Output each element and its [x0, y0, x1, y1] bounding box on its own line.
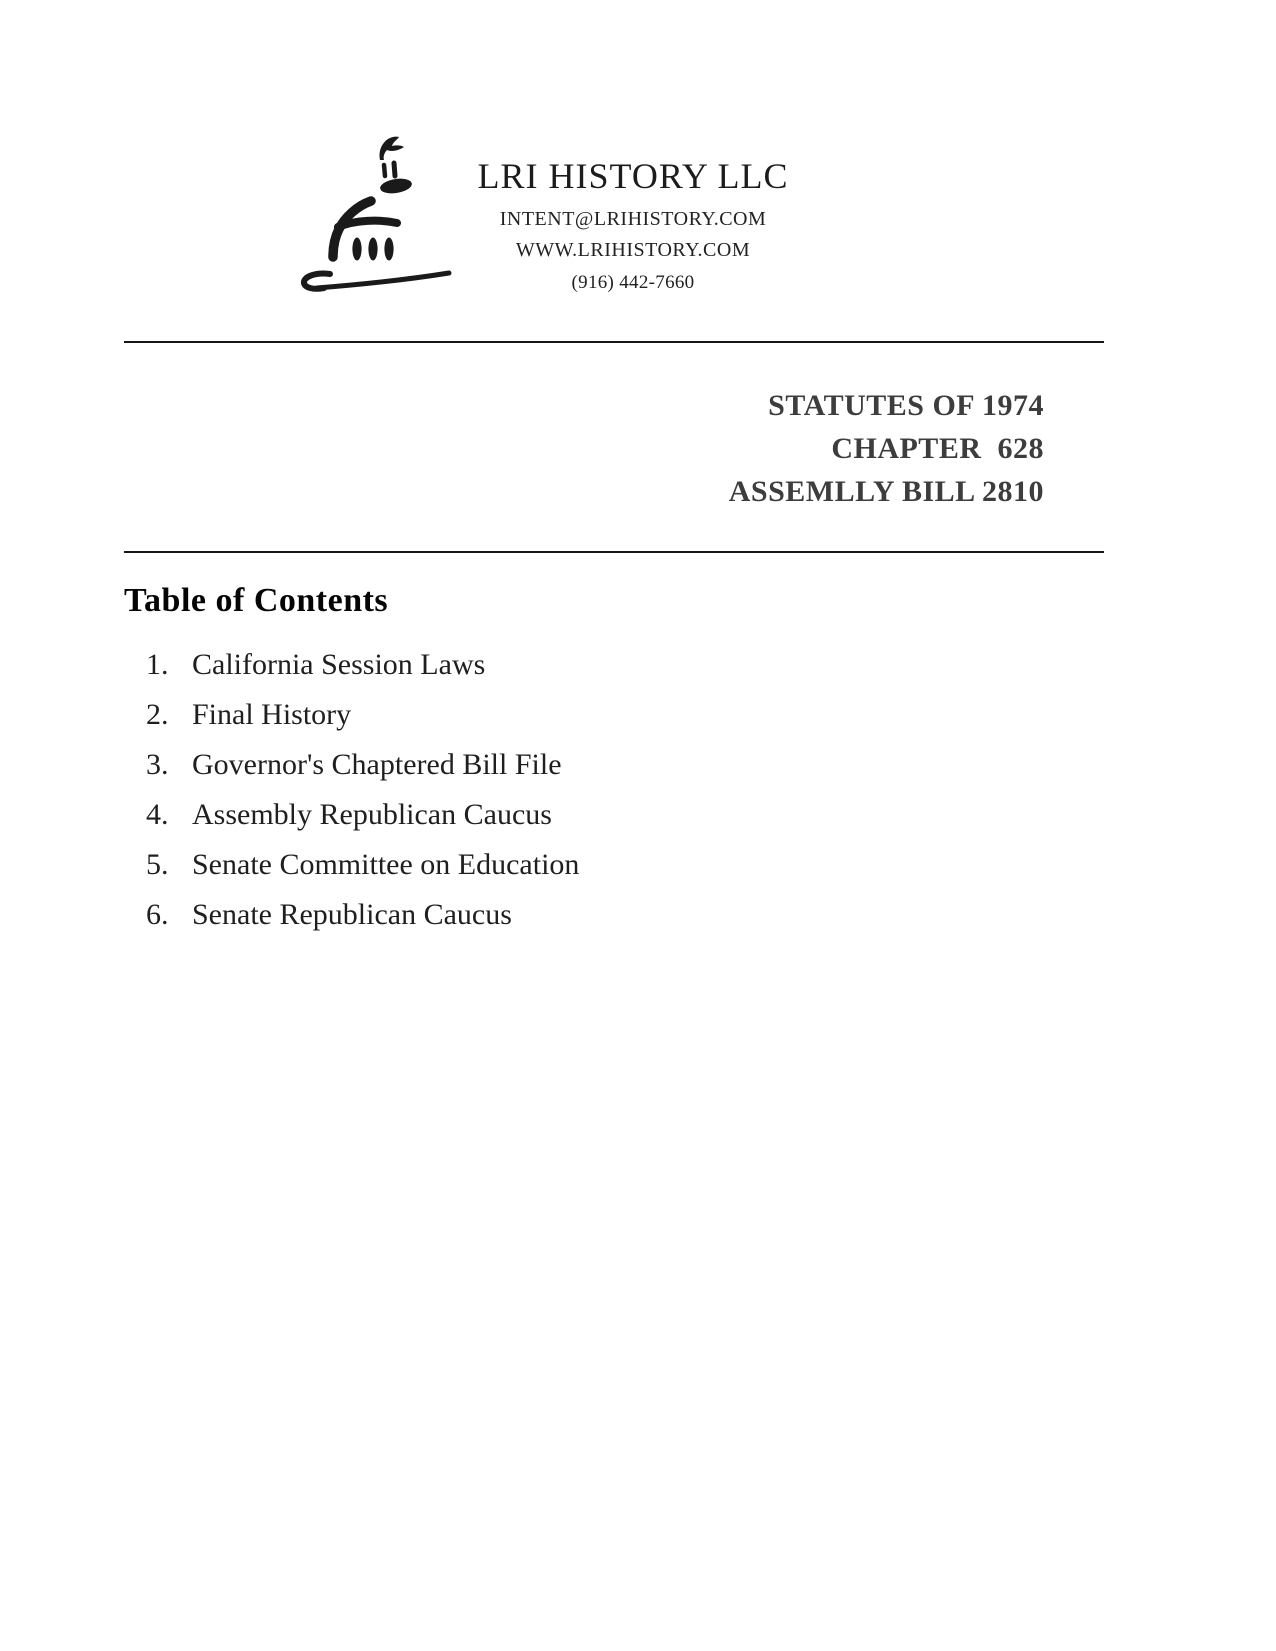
toc-item-number: 4.: [146, 798, 169, 831]
toc-item-number: 3.: [146, 748, 169, 781]
contact-website: WWW.LRIHISTORY.COM: [515, 238, 751, 261]
toc-item-number: 1.: [146, 648, 169, 681]
toc-item-label: Senate Committee on Education: [192, 848, 580, 881]
toc-item-label: Assembly Republican Caucus: [192, 798, 552, 831]
toc-item-label: California Session Laws: [192, 648, 486, 681]
toc-item-6: [146, 898, 579, 948]
letterhead: [433, 158, 833, 294]
chapter-line: CHAPTER 628: [831, 432, 1044, 465]
statute-title-block: [729, 384, 1044, 513]
toc-item-2: [146, 698, 579, 748]
toc-item-number: 6.: [146, 898, 169, 931]
toc-item-3: [146, 748, 579, 798]
toc-item-1: [146, 648, 579, 698]
toc-item-number: 2.: [146, 698, 169, 731]
toc-item-5: [146, 848, 579, 898]
statutes-year-line: STATUTES OF 1974: [768, 389, 1044, 422]
toc-list: [146, 648, 579, 948]
assembly-bill-line: ASSEMLLY BILL 2810: [728, 475, 1044, 508]
toc-item-number: 5.: [146, 848, 169, 881]
toc-item-label: Senate Republican Caucus: [192, 898, 512, 931]
toc-heading: Table of Contents: [124, 582, 389, 619]
company-name: LRI HISTORY LLC: [477, 156, 789, 196]
contact-email: INTENT@LRIHISTORY.COM: [499, 207, 767, 230]
divider-top: [124, 341, 1104, 343]
toc-item-label: Final History: [192, 698, 352, 731]
toc-item-4: [146, 798, 579, 848]
contact-phone: (916) 442-7660: [571, 271, 695, 293]
divider-bottom: [124, 551, 1104, 553]
toc-item-label: Governor's Chaptered Bill File: [192, 748, 562, 781]
